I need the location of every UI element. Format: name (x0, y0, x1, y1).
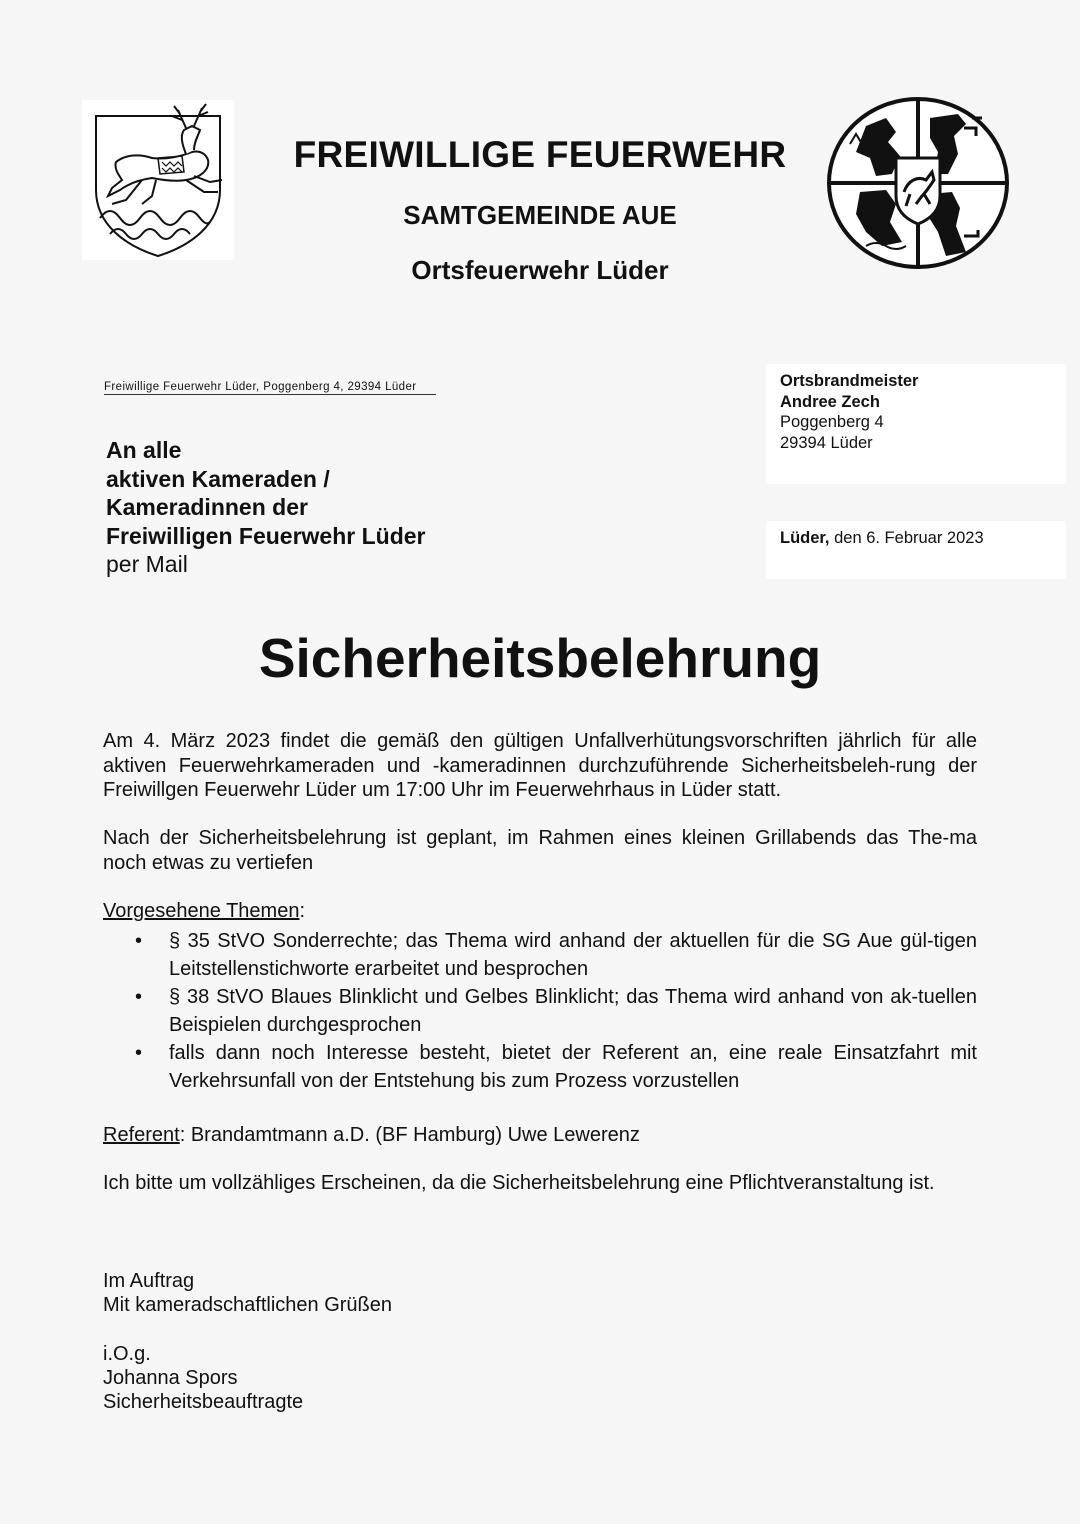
recipient-line: Kameradinnen der (106, 494, 308, 520)
speaker-label: Referent (103, 1124, 180, 1146)
sender-line: Freiwillige Feuerwehr Lüder, Poggenberg 4, 29394 Lüder (104, 381, 436, 395)
letter-date (780, 529, 984, 548)
bullet: • (135, 986, 143, 1008)
topics-colon: : (299, 900, 306, 922)
topic-text: § 38 StVO Blaues Blinklicht und Gelbes Blinklicht; das Thema wird anhand von ak-tuellen Beispielen durchgesprochen (169, 986, 977, 1036)
speaker-line (103, 1123, 977, 1148)
list-item (103, 927, 977, 983)
contact-city: 29394 Lüder (780, 433, 873, 452)
date-text: den 6. Februar 2023 (829, 529, 984, 547)
topics-label-text: Vorgesehene Themen (103, 900, 300, 922)
bullet: • (135, 1042, 143, 1064)
signer-role: Sicherheitsbeauftragte (103, 1391, 304, 1413)
recipient-line: Freiwilligen Feuerwehr Lüder (106, 522, 426, 549)
org-unit: Ortsfeuerwehr Lüder (411, 255, 669, 285)
fire-brigade-emblem-icon (826, 96, 1010, 270)
recipient-delivery: per Mail (106, 551, 188, 577)
closing-line: Im Auftrag (103, 1270, 195, 1292)
list-item (103, 983, 977, 1039)
bullet: • (135, 930, 143, 952)
paragraph-grill: Nach der Sicherheitsbelehrung ist geplant, im Rahmen eines kleinen Grillabends das The-ma noch etwas zu vertiefen (103, 827, 977, 874)
letter-heading: Sicherheitsbelehrung (258, 627, 822, 689)
closing-greeting: Mit kameradschaftlichen Grüßen (103, 1294, 393, 1316)
org-subtitle: SAMTGEMEINDE AUE (403, 200, 677, 230)
date-place: Lüder, (780, 529, 830, 547)
paragraph-request: Ich bitte um vollzähliges Erscheinen, da die Sicherheitsbelehrung eine Pflichtveranstaltung ist. (103, 1172, 935, 1194)
recipient-line: An alle (106, 437, 182, 463)
contact-name: Andree Zech (780, 392, 880, 411)
topics-list (103, 927, 977, 1095)
closing-abbrev: i.O.g. (103, 1343, 151, 1365)
signer-name: Johanna Spors (103, 1367, 238, 1389)
topic-text: falls dann noch Interesse besteht, bietet der Referent an, eine reale Einsatzfahrt mit Verkehrsunfall von der Entstehung bis zum Prozess vorzustellen (169, 1042, 977, 1092)
contact-info (780, 371, 918, 453)
coat-of-arms-stag-icon (82, 100, 234, 260)
contact-street: Poggenberg 4 (780, 413, 884, 431)
recipient-line: aktiven Kameraden / (106, 465, 330, 492)
topic-text: § 35 StVO Sonderrechte; das Thema wird anhand der aktuellen für die SG Aue gül-tigen Leitstellenstichworte erarbeitet und besprochen (169, 930, 977, 980)
topics-label (103, 899, 977, 924)
recipient-address (106, 436, 426, 579)
paragraph-announcement: Am 4. März 2023 findet die gemäß den gültigen Unfallverhütungsvorschriften jährlich für alle aktiven Feuerwehrkameraden und -kameradinnen durchzuführende Sicherheitsbeleh-rung der Freiwillgen Feuerwehr Lüder um 17:00 Uhr im Feuerwehrhaus in Lüder statt. (103, 730, 977, 801)
org-title: FREIWILLIGE FEUERWEHR (293, 134, 787, 175)
contact-role: Ortsbrandmeister (780, 372, 919, 390)
speaker-text: : Brandamtmann a.D. (BF Hamburg) Uwe Lewerenz (179, 1124, 640, 1146)
list-item (103, 1039, 977, 1095)
